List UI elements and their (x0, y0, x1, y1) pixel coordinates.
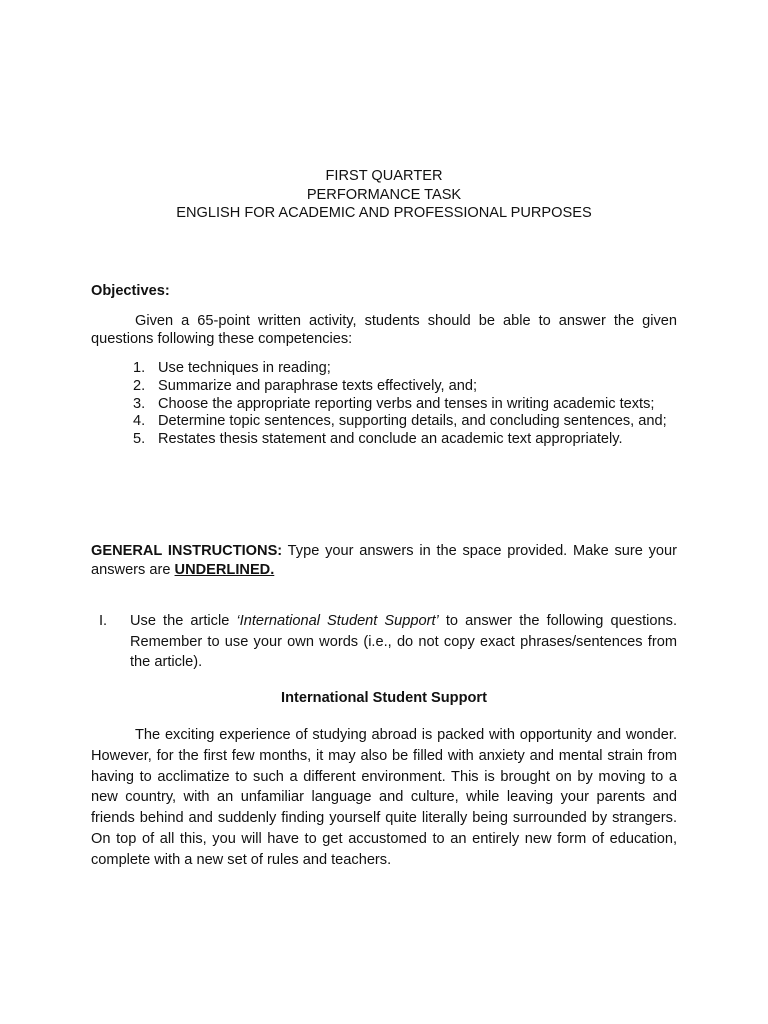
section-one-instructions (99, 611, 677, 673)
competency-text: Determine topic sentences, supporting details, and concluding sentences, and; (158, 413, 667, 430)
competency-number: 4. (133, 413, 146, 430)
article-reference: ‘International Student Support’ (236, 613, 439, 629)
competency-text: Use techniques in reading; (158, 360, 331, 376)
section-one-text (130, 611, 677, 673)
competency-item (133, 413, 677, 431)
section-text-before: Use the article (130, 613, 237, 629)
section-numeral: I. (99, 613, 108, 629)
general-instructions-label: GENERAL INSTRUCTIONS: (91, 543, 283, 559)
competency-item (133, 431, 677, 449)
general-instructions-emphasis: UNDERLINED. (174, 562, 275, 578)
competency-number: 1. (133, 360, 146, 376)
objectives-heading: Objectives: (91, 283, 170, 299)
competency-item (133, 396, 677, 414)
title-quarter: FIRST QUARTER (325, 168, 443, 184)
competency-number: 5. (133, 431, 146, 448)
general-instructions (91, 542, 677, 580)
competency-number: 3. (133, 395, 146, 412)
objectives-intro: Given a 65-point written activity, students should be able to answer the given questions following these competencies: (91, 313, 677, 347)
general-instructions-text: Type your answers in the space provided. Make sure your answers are (91, 543, 677, 578)
article-paragraph: The exciting experience of studying abroad is packed with opportunity and wonder. However, for the first few months, it may also be filled with anxiety and mental strain from having to acclimatize to such a different environment. This is brought on by moving to a new country, with an unfamiliar language and culture, while leaving your parents and friends behind and suddenly finding yourself quite literally being surrounded by strangers. On top of all this, you will have to get accustomed to an entirely new form of education, complete with a new set of rules and teachers. (91, 727, 677, 868)
competency-item (133, 378, 677, 396)
competency-item (133, 360, 677, 378)
competency-number: 2. (133, 377, 146, 394)
competency-text: Restates thesis statement and conclude an academic text appropriately. (158, 431, 623, 448)
document-title-block (0, 167, 768, 223)
competency-list (133, 360, 677, 449)
title-task: PERFORMANCE TASK (306, 186, 462, 203)
competency-text: Summarize and paraphrase texts effectively, and; (158, 377, 478, 394)
article-title: International Student Support (281, 690, 487, 706)
competency-text: Choose the appropriate reporting verbs and tenses in writing academic texts; (158, 395, 655, 412)
section-text-after: to answer the following questions. Remember to use your own words (i.e., do not copy exact phrases/sentences from the article). (130, 613, 677, 670)
title-subject: ENGLISH FOR ACADEMIC AND PROFESSIONAL PURPOSES (176, 205, 592, 221)
